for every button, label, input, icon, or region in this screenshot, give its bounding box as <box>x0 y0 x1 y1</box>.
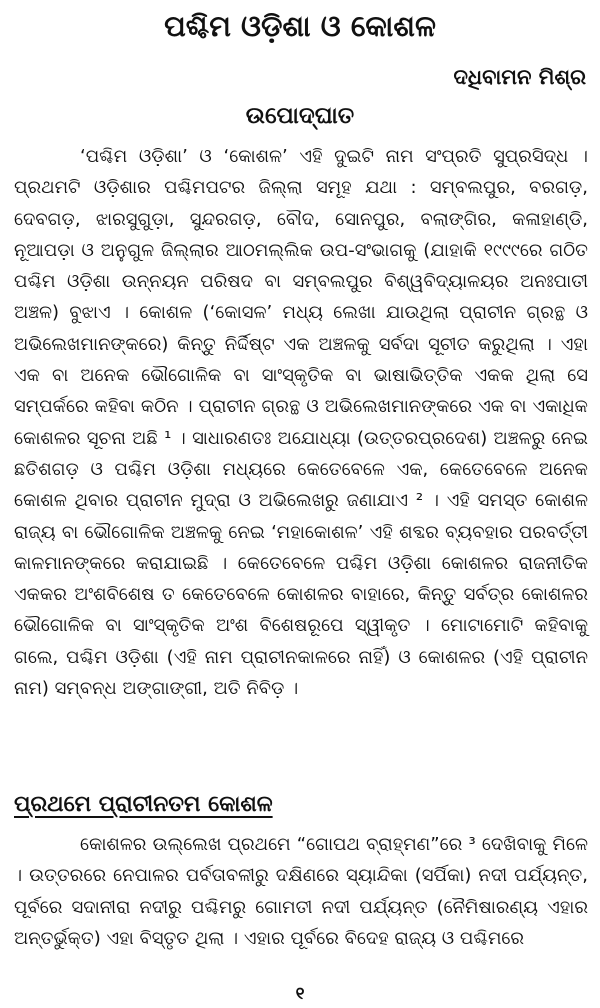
paragraph-text: ‘ପଶ୍ଚିମ ଓଡ଼ିଶା’ ଓ ‘କୋଶଳ’ ଏହି ଦୁଇଟି ନାମ ସଂପ୍ରତି ସୁପ୍ରସିଦ୍ଧ । ପ୍ରଥମଟି ଓଡ଼ିଶାର ପଶ୍ଚିମପଟର ଜିଲ୍ଲା ସମୂହ ଯଥା : ସମ୍ବଲପୁର, ବରଗଡ଼, ଦେବଗଡ଼, ଝାରସୁଗୁଡ଼ା, ସୁନ୍ଦରଗଡ଼, ବୌଦ, ସୋନପୁର, ବଲାଙ୍ଗିର, କଳାହାଣ୍ଡି, ନୂଆପଡ଼ା ଓ ଅନୁଗୁଳ ଜିଲ୍ଲାର ଆଠମଲ୍ଲିକ ଉପ-ସଂଭାଗକୁ (ଯାହାକି ୧୯୯୯ରେ ଗଠିତ ପଶ୍ଚିମ ଓଡ଼ିଶା ଉନ୍ନୟନ ପରିଷଦ ବା ସମ୍ବଲପୁର ବିଶ୍ୱବିଦ୍ୟାଳୟର ଅନଃପାତୀ ଅଞ୍ଚଳ) ବୁଝାଏ । କୋଶଳ (‘କୋସଳ’ ମଧ୍ୟ ଲେଖା ଯାଉଥିଲା ପ୍ରାଚୀନ ଗ୍ରନ୍ଥ ଓ ଅଭିଲେଖମାନଙ୍କରେ) କିନ୍ତୁ ନିର୍ଦ୍ଦିଷ୍ଟ ଏକ ଅଞ୍ଚଳକୁ ସର୍ବଦା ସୂଚୀତ କରୁଥିଲା । ଏହା ଏକ ବା ଅନେକ ଭୌଗୋଳିକ ବା ସାଂସ୍କୃତିକ ବା ଭାଷାଭିତ୍ତିକ ଏକକ ଥିଲା ସେ ସମ୍ପର୍କରେ କହିବା କଠିନ । ପ୍ରାଚୀନ ଗ୍ରନ୍ଥ ଓ ଅଭିଲେଖମାନଙ୍କରେ ଏକ ବା ଏକାଧିକ କୋଶଳର ସୂଚନା ଅଛି ¹ । ସାଧାରଣତଃ ଅଯୋଧ୍ୟା (ଉତ୍ତରପ୍ରଦେଶ) ଅଞ୍ଚଳରୁ ନେଇ ଛତିଶଗଡ଼ ଓ ପଶ୍ଚିମ ଓଡ଼ିଶା ମଧ୍ୟରେ କେତେବେଳେ ଏକ, କେତେବେଳେ ଅନେକ କୋଶଳ ଥିବାର ପ୍ରାଚୀନ ମୁଦ୍ରା ଓ ଅଭିଲେଖରୁ ଜଣାଯାଏ ² । ଏହି ସମସ୍ତ କୋଶଳ ରାଜ୍ୟ ବା ଭୌଗୋଳିକ ଅଞ୍ଚଳକୁ ନେଇ ‘ମହାକୋଶଳ’ ଏହି ଶବ୍ଦର ବ୍ୟବହାର ପରବର୍ତ୍ତୀ କାଳମାନଙ୍କରେ କରାଯାଇଛି । କେତେବେଳେ ପଶ୍ଚିମ ଓଡ଼ିଶା କୋଶଳର ରାଜନୀତିକ ଏକକର ଅଂଶବିଶେଷ ତ କେତେବେଳେ କୋଶଳର ବାହାରେ, କିନ୍ତୁ ସର୍ବତ୍ର କୋଶଳର ଭୌଗୋଳିକ ବା ସାଂସ୍କୃତିକ ଅଂଶ ବିଶେଷରୂପେ ସ୍ୱୀକୃତ । ମୋଟାମୋଟି କହିବାକୁ ଗଲେ, ପଶ୍ଚିମ ଓଡ଼ିଶା (ଏହି ନାମ ପ୍ରାଚୀନକାଳରେ ନାହିଁ) ଓ କୋଶଳର (ଏହି ପ୍ରାଚୀନ ନାମ) ସମ୍ବନ୍ଧ ଅଙ୍ଗାଙ୍ଗୀ, ଅତି ନିବିଡ଼ । <box>14 146 588 700</box>
author-name: ଦଧିବାମନ ମିଶ୍ର <box>453 65 586 89</box>
section-heading-introduction: ଉପୋଦ୍‌ଘାତ <box>245 103 355 129</box>
article-title: ପଶ୍ଚିମ ଓଡ଼ିଶା ଓ କୋଶଳ <box>164 9 436 43</box>
subheading-earliest-kosala <box>14 788 273 822</box>
paragraph-text: କୋଶଳର ଉଲ୍ଲେଖ ପ୍ରଥମେ “ଗୋପଥ ବ୍ରାହ୍ମଣ”ରେ ³ ଦେଖିବାକୁ ମିଳେ । ଉତ୍ତରରେ ନେପାଳର ପର୍ବତାବଳୀରୁ ଦକ୍ଷିଣରେ ସ୍ୟାନ୍ଦିକା (ସର୍ପିକା) ନଦୀ ପର୍ଯ୍ୟନ୍ତ, ପୂର୍ବରେ ସଦାନୀରା ନଦୀରୁ ପଶ୍ଚିମରୁ ଗୋମତୀ ନଦୀ ପର୍ଯ୍ୟନ୍ତ (ନୈମିଷାରଣ୍ୟ ଏହାର ଅନ୍ତର୍ଭୁକ୍ତ) ଏହା ବିସ୍ତୃତ ଥିଲା । ଏହାର ପୂର୍ବରେ ବିଦେହ ରାଜ୍ୟ ଓ ପଶ୍ଚିମରେ <box>14 834 588 949</box>
page-number: ୧ <box>295 984 305 1004</box>
body-paragraph-earliest-kosala <box>14 829 588 954</box>
subheading-text: ପ୍ରଥମେ ପ୍ରାଚୀନତମ କୋଶଳ <box>14 792 273 817</box>
body-paragraph-introduction <box>14 141 588 704</box>
